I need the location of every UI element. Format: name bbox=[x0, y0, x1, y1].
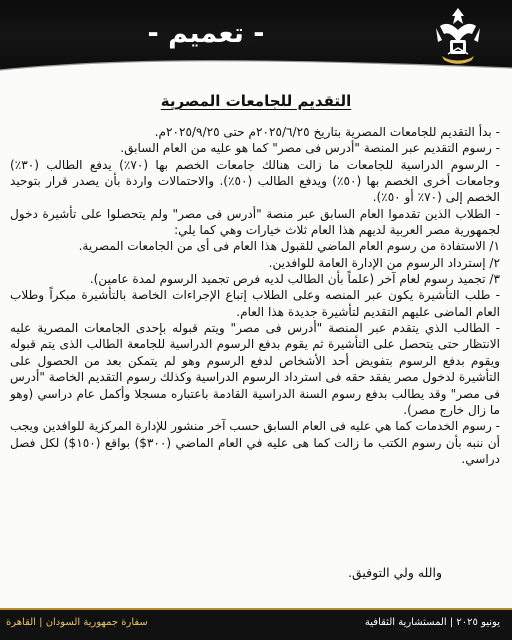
paragraph-visa: - طلب التأشيرة يكون عبر المنصه وعلى الطلاب إتباع الإجراءات الخاصة بالتأشيرة مبكراً وطلاب العام الماضى عليهم التقديم لتأشيرة جديدة هذا العام. bbox=[10, 288, 500, 319]
page-title: - تعميم - bbox=[147, 18, 265, 49]
paragraph-start-date: - بدأ التقديم للجامعات المصرية بتاريخ ٢٠٢٥/٦/٢٥م حتى ٢٠٢٥/٩/٢٥م. bbox=[154, 125, 500, 139]
document-title: التقديم للجامعات المصرية bbox=[160, 92, 352, 110]
footer-date-office: يونيو ٢٠٢٥ | المستشارية الثقافية bbox=[364, 617, 500, 628]
option-2: ٢/ إسترداد الرسوم من الإدارة العامة للوافدين. bbox=[268, 255, 500, 270]
option-1: ١/ الاستفادة من رسوم العام الماضي للقبول هذا العام فى أى من الجامعات المصرية. bbox=[78, 239, 500, 254]
closing-line: والله ولي التوفيق. bbox=[347, 565, 442, 580]
paragraph-previous-applicants: - الطلاب الذين تقدموا العام السابق عبر منصة "أدرس فى مصر" ولم يتحصلوا على تأشيرة دخول لجمهورية مصر العربية لديهم هذا العام ثلاث خيارات وهي كما يلي: bbox=[10, 206, 500, 238]
paragraph-service-fees: - رسوم الخدمات كما هي عليه فى العام السابق حسب آخر منشور للإدارة المركزية للوافدين ويجب أن ننبه بأن رسوم الكتب ما زالت كما هى عليه في العام الماضي (٣٠٠$) بواقع (١٥٠$) لكل فصل دراسي. bbox=[10, 419, 501, 466]
paragraph-application-fees: - رسوم التقديم عبر المنصة "أدرس فى مصر" كما هو عليه من العام السابق. bbox=[120, 141, 500, 156]
footer-embassy: سفارة جمهورية السودان | القاهرة bbox=[6, 617, 148, 628]
paragraph-tuition-discounts: - الرسوم الدراسية للجامعات ما زالت هنالك جامعات الخصم بها (٧٠٪) يدفع الطالب (٣٠٪) وجامعات أخرى الخصم بها (٥٠٪) ويدفع الطالب (٥٠٪). والاحتمالات واردة بأن يصدر قرار بتوحيد الخصم إلى (٧٠٪ أو ٥٠٪). bbox=[10, 157, 500, 205]
document-body bbox=[10, 124, 500, 467]
paragraph-fee-payment: - الطالب الذي يتقدم عبر المنصة "أدرس فى مصر" ويتم قبوله بإحدى الجامعات المصرية عليه الانتظار حتى يتحصل على التأشيرة ثم يقوم بدفع الرسوم الدراسية للجامعة الطالب الذى يتم قبوله ويقوم بدفع الرسوم بتفويض أحد الأشخاص لدفع الرسوم وهو لم يتمكن بعد من الحصول على التأشيرة لدخول مصر يفقد حقه فى استرداد الرسوم الدراسية وكذلك رسوم التقديم الخاصة "أدرس فى مصر" وقد يطالب بدفع رسوم السنة الدراسية القادمة باعتباره مسجلا وأكمل عام دراسي (وهو ما زال خارج مصر). bbox=[10, 321, 500, 417]
sudan-emblem-icon bbox=[428, 4, 488, 68]
option-3: ٣/ تجميد رسوم لعام آخر (علماً بأن الطالب لديه فرص تجميد الرسوم لمدة عامين). bbox=[89, 272, 500, 287]
